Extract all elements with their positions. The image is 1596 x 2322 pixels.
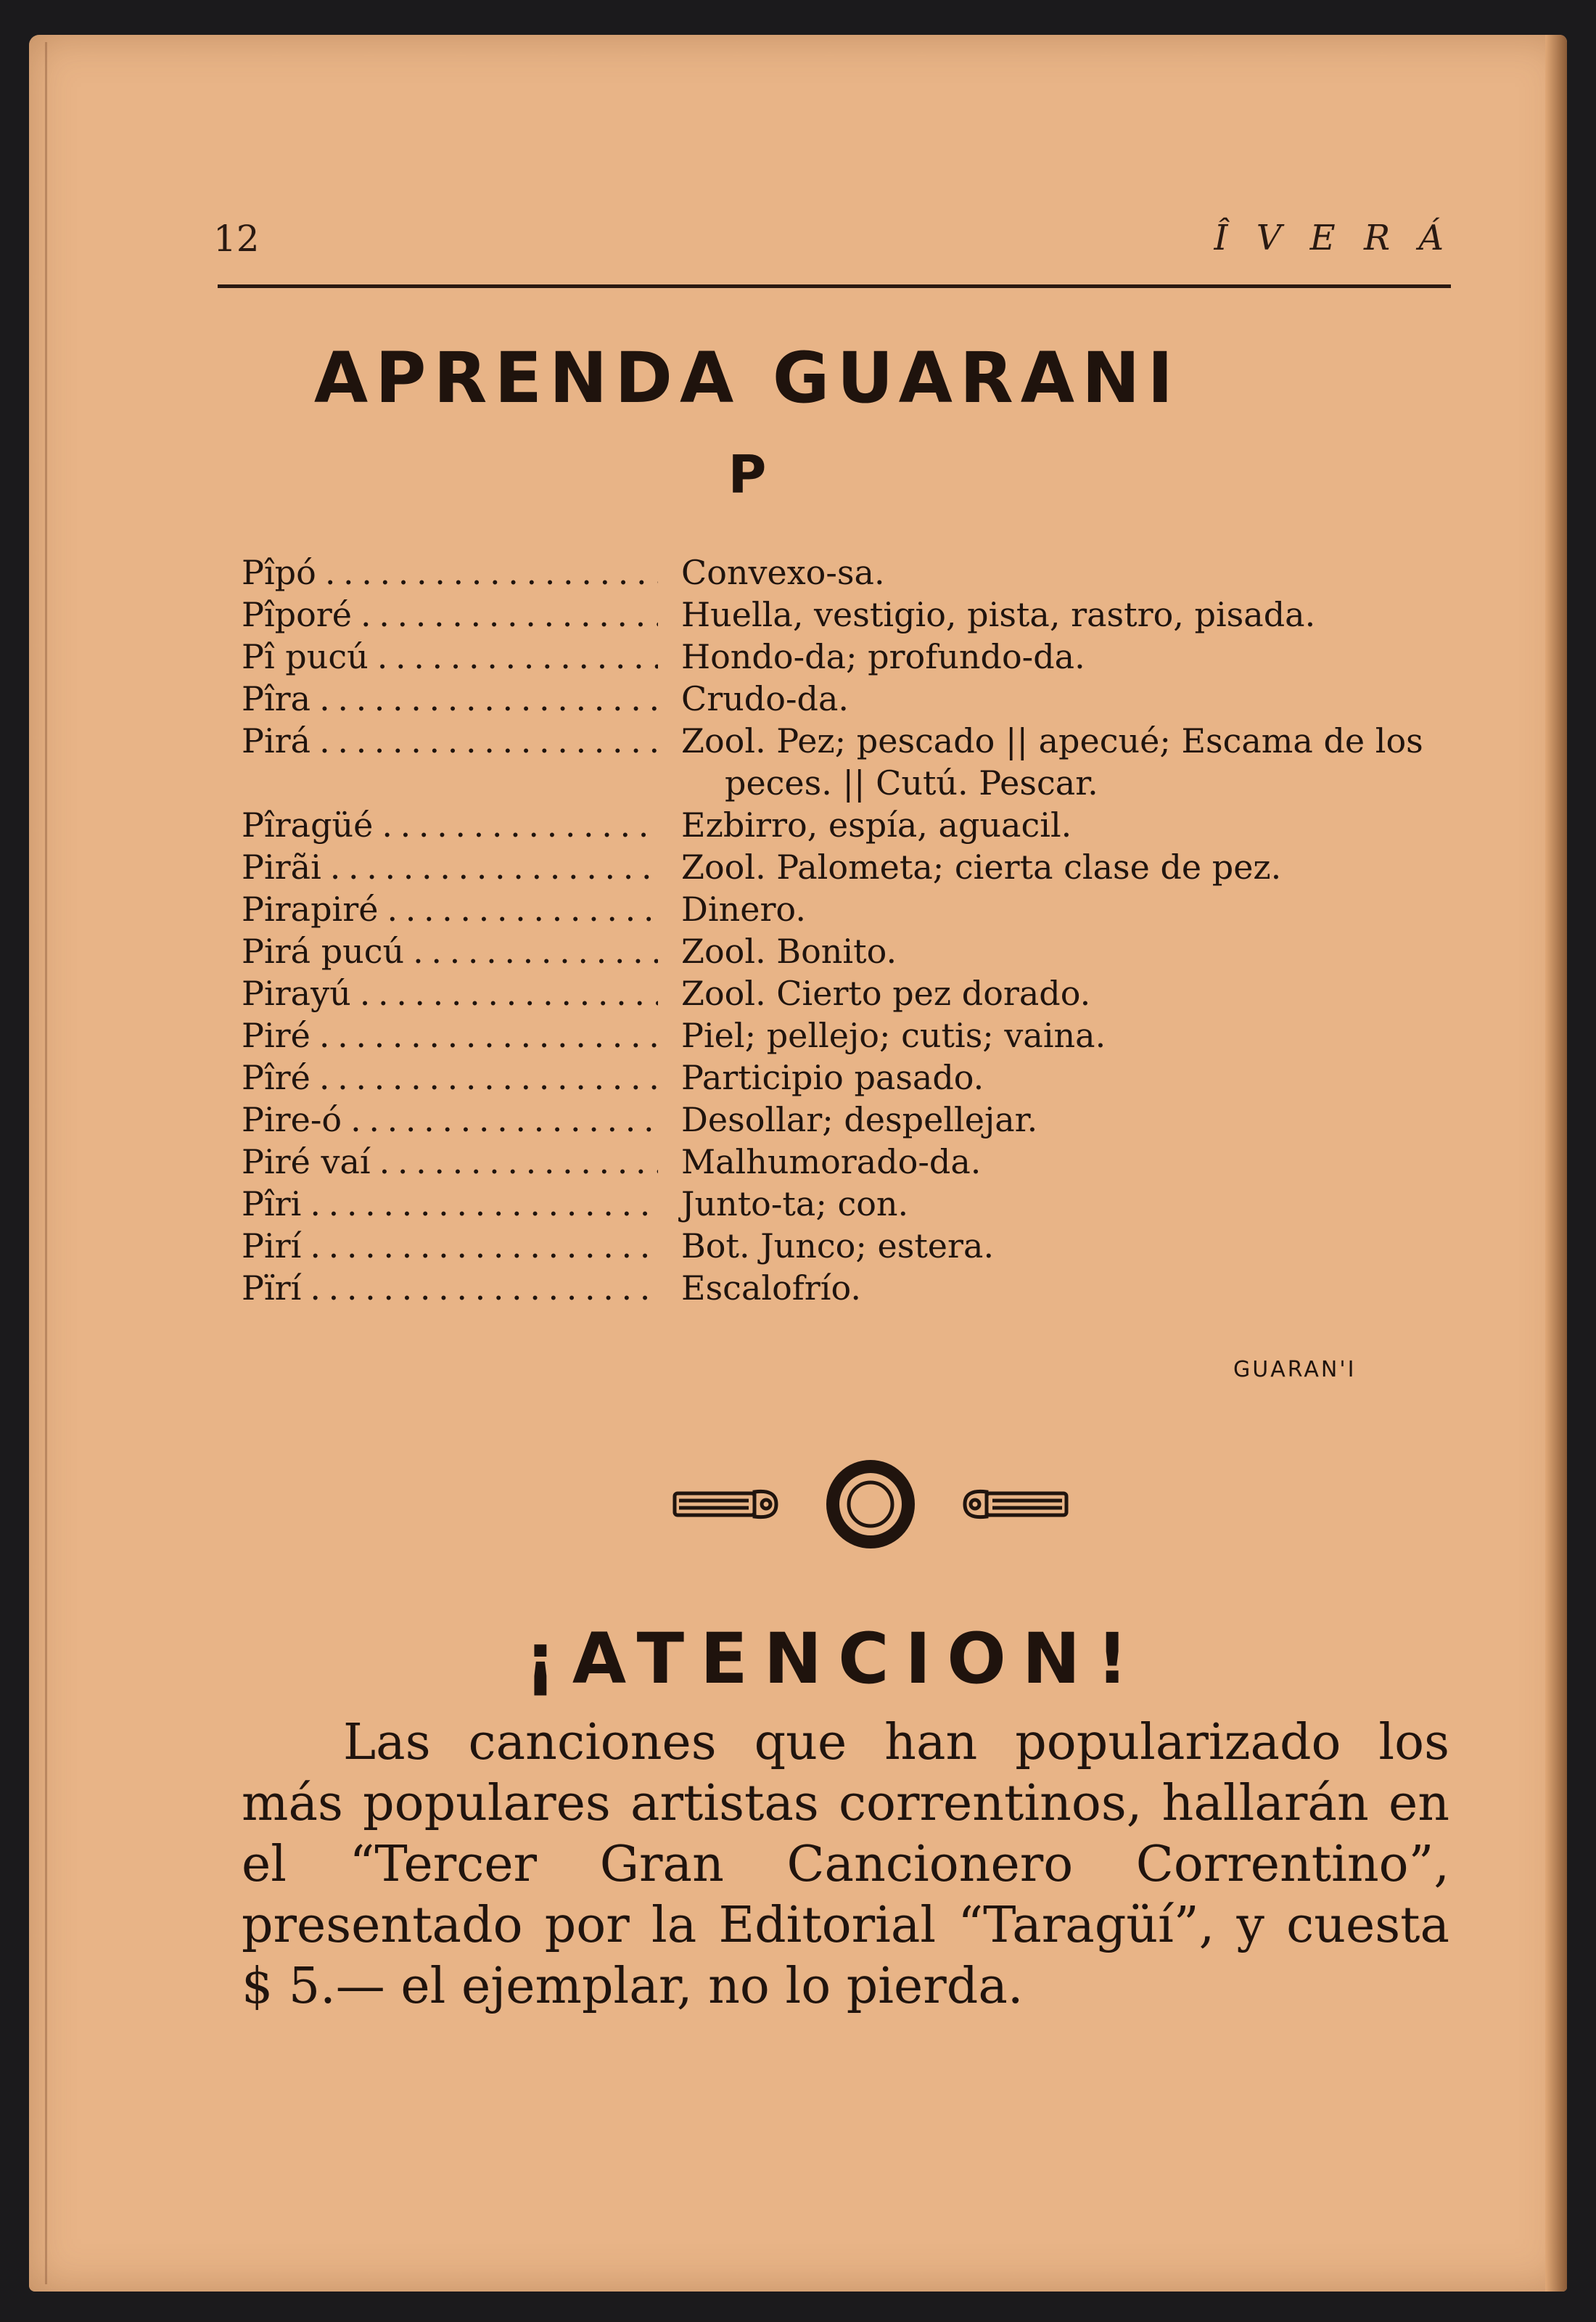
glossary-definition-text: Participio pasado. xyxy=(681,1058,984,1097)
dot-leader xyxy=(310,1183,658,1225)
glossary-definition-text: Zool. Cierto pez dorado. xyxy=(681,974,1091,1013)
glossary-definition-text: Zool. Palometa; cierta clase de pez. xyxy=(681,848,1282,887)
glossary-entry xyxy=(242,636,1468,678)
glossary-term xyxy=(242,1183,658,1225)
glossary-definition xyxy=(658,1225,1468,1267)
running-title: Î V E R Á xyxy=(1214,218,1452,258)
glossary-term xyxy=(242,551,658,594)
glossary-term xyxy=(242,972,658,1014)
glossary-entry xyxy=(242,972,1468,1014)
glossary-entry xyxy=(242,1099,1468,1141)
ornament-divider xyxy=(667,1444,1074,1575)
page-edge xyxy=(1545,35,1567,2292)
glossary-definition-text: Desollar; despellejar. xyxy=(681,1100,1038,1139)
left-hand-ornament-icon xyxy=(675,1491,776,1517)
glossary-definition-text: Malhumorado-da. xyxy=(681,1142,982,1181)
glossary-definition xyxy=(658,720,1468,804)
glossary-entry xyxy=(242,678,1468,720)
dot-leader xyxy=(310,1267,658,1309)
glossary-definition xyxy=(658,551,1468,594)
glossary-term-text: Pire-ó xyxy=(242,1100,342,1139)
glossary-term xyxy=(242,846,658,888)
glossary-term-text: Pîpó xyxy=(242,553,316,592)
glossary-definition-text: Junto-ta; con. xyxy=(681,1184,909,1223)
dot-leader xyxy=(360,972,658,1014)
glossary-definition xyxy=(658,678,1468,720)
page-header xyxy=(213,210,1452,268)
dot-leader xyxy=(310,1225,658,1267)
glossary-definition-continuation: peces. || Cutú. Pescar. xyxy=(725,763,1098,803)
glossary-definition-text: Zool. Bonito. xyxy=(681,932,897,971)
glossary-term xyxy=(242,1141,658,1183)
glossary-entry xyxy=(242,551,1468,594)
glossary-term xyxy=(242,594,658,636)
glossary-term-text: Pirá pucú xyxy=(242,932,405,971)
dot-leader xyxy=(361,594,658,636)
glossary-definition xyxy=(658,1057,1468,1099)
glossary-term xyxy=(242,804,658,846)
glossary-term-text: Pîra xyxy=(242,679,311,718)
glossary-term xyxy=(242,1267,658,1309)
attention-heading: ¡ATENCION! xyxy=(525,1618,1144,1699)
glossary-definition-text: Ezbirro, espía, aguacil. xyxy=(681,805,1072,845)
dot-leader xyxy=(382,804,658,846)
glossary-definition-text: Hondo-da; profundo-da. xyxy=(681,637,1085,676)
glossary-definition xyxy=(658,1183,1468,1225)
dot-leader xyxy=(413,930,658,972)
glossary-term-text: Pî pucú xyxy=(242,637,369,676)
glossary-definition xyxy=(658,1267,1468,1309)
glossary-term xyxy=(242,678,658,720)
glossary-entry xyxy=(242,594,1468,636)
glossary-definition xyxy=(658,1141,1468,1183)
glossary-definition xyxy=(658,1014,1468,1057)
gutter-line xyxy=(45,42,47,2284)
glossary-term-text: Pîragüé xyxy=(242,805,374,845)
glossary-term-text: Pirapiré xyxy=(242,890,379,929)
glossary-definition xyxy=(658,1099,1468,1141)
glossary-term-text: Piré xyxy=(242,1016,310,1055)
dot-leader xyxy=(319,1014,658,1057)
glossary-definition xyxy=(658,846,1468,888)
right-hand-ornament-icon xyxy=(965,1491,1066,1517)
credit-text: GUARAN'I xyxy=(1233,1357,1357,1382)
glossary-term xyxy=(242,930,658,972)
glossary-definition-text: Piel; pellejo; cutis; vaina. xyxy=(681,1016,1106,1055)
dot-leader xyxy=(325,551,658,594)
glossary-definition-text: Zool. Pez; pescado || apecué; Escama de los xyxy=(681,721,1423,760)
dot-leader xyxy=(319,720,658,804)
glossary-definition-text: Bot. Junco; estera. xyxy=(681,1226,995,1265)
glossary-definition xyxy=(658,636,1468,678)
header-rule xyxy=(218,284,1451,288)
glossary-entry xyxy=(242,1225,1468,1267)
glossary-term-text: Piré vaí xyxy=(242,1142,371,1181)
attention-paragraph: Las canciones que han popularizado los más populares artistas correntinos, hallarán en el “Tercer Gran Cancionero Correntino”, presentado por la Editorial “Taragüí”, y cuesta $ 5.— el ejemplar, no lo pierda. xyxy=(242,1714,1449,2015)
dot-leader xyxy=(319,678,658,720)
glossary-term xyxy=(242,1225,658,1267)
glossary-definition-text: Escalofrío. xyxy=(681,1268,862,1308)
lifebuoy-ornament-icon xyxy=(833,1466,908,1542)
glossary-term-text: Pïrí xyxy=(242,1268,302,1308)
glossary-entry xyxy=(242,1141,1468,1183)
glossary-term-text: Pîri xyxy=(242,1184,302,1223)
glossary-entry xyxy=(242,1267,1468,1309)
glossary-entry xyxy=(242,1183,1468,1225)
dot-leader xyxy=(319,1057,658,1099)
glossary-term-text: Pîré xyxy=(242,1058,310,1097)
section-letter: P xyxy=(728,444,767,505)
page-title: APRENDA GUARANI xyxy=(313,337,1181,419)
dot-leader xyxy=(377,636,658,678)
page-number: 12 xyxy=(213,218,260,260)
glossary-list xyxy=(242,551,1468,1309)
dot-leader xyxy=(379,1141,658,1183)
glossary-entry xyxy=(242,804,1468,846)
glossary-entry xyxy=(242,846,1468,888)
glossary-term xyxy=(242,1057,658,1099)
glossary-definition-text: Convexo-sa. xyxy=(681,553,885,592)
glossary-entry xyxy=(242,888,1468,930)
dot-leader xyxy=(350,1099,658,1141)
glossary-term-text: Pirá xyxy=(242,721,311,760)
glossary-term xyxy=(242,720,658,804)
glossary-term-text: Pîporé xyxy=(242,595,353,634)
glossary-term xyxy=(242,888,658,930)
glossary-entry xyxy=(242,930,1468,972)
glossary-entry xyxy=(242,720,1468,804)
glossary-definition xyxy=(658,804,1468,846)
dot-leader xyxy=(330,846,658,888)
glossary-definition-text: Crudo-da. xyxy=(681,679,849,718)
glossary-definition xyxy=(658,888,1468,930)
glossary-definition xyxy=(658,594,1468,636)
glossary-definition-text: Huella, vestigio, pista, rastro, pisada. xyxy=(681,595,1316,634)
glossary-definition-text: Dinero. xyxy=(681,890,806,929)
glossary-definition xyxy=(658,972,1468,1014)
glossary-term xyxy=(242,1099,658,1141)
glossary-term xyxy=(242,1014,658,1057)
glossary-entry xyxy=(242,1057,1468,1099)
glossary-term-text: Pirayú xyxy=(242,974,351,1013)
glossary-term-text: Pirí xyxy=(242,1226,302,1265)
glossary-term xyxy=(242,636,658,678)
dot-leader xyxy=(387,888,658,930)
glossary-term-text: Pirãi xyxy=(242,848,321,887)
glossary-entry xyxy=(242,1014,1468,1057)
glossary-definition xyxy=(658,930,1468,972)
